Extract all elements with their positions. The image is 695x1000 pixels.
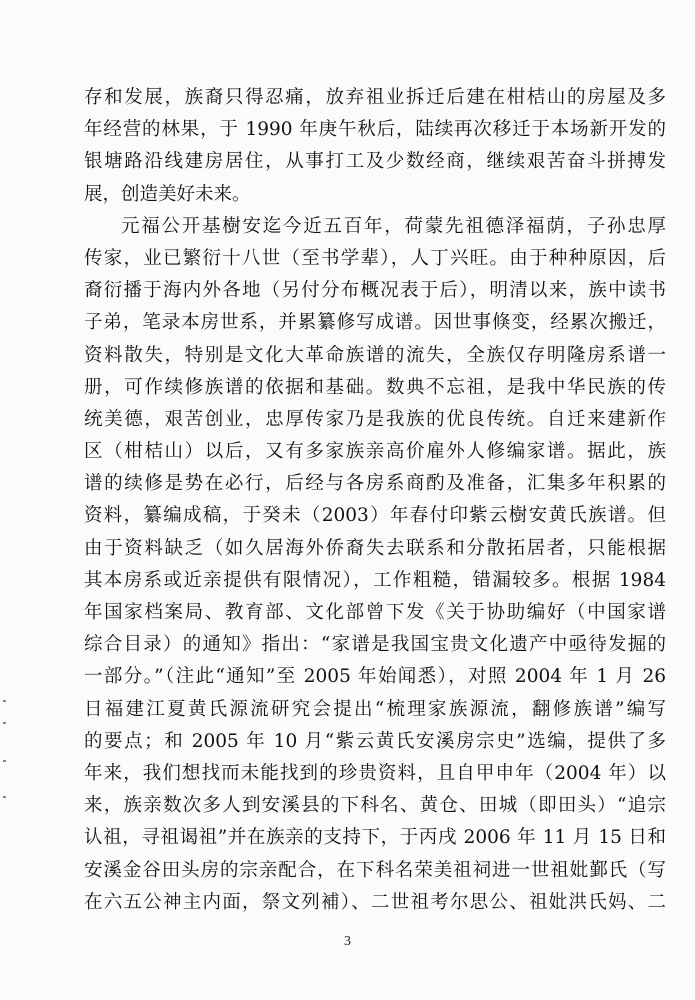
text-line: 综合目录）的通知》指出：“家谱是我国宝贵文化遗产中亟待发掘的 [84, 634, 666, 656]
text-line: 在六五公神主内面，祭文列補）、二世祖考尔思公、祖妣洪氏妈、二 [84, 891, 666, 913]
text-line: 裔衍播于海内外各地（另付分布概况表于后），明清以来，族中读书 [84, 280, 666, 302]
text-line: 由于资料缺乏（如久居海外侨裔失去联系和分散拓居者，只能根据 [84, 537, 666, 559]
text-line: 安溪金谷田头房的宗亲配合，在下科名荣美祖祠进一世祖妣鄞氏（写 [84, 859, 666, 881]
text-line: 谱的续修是势在必行，后经与各房系商酌及准备，汇集多年积累的 [84, 473, 666, 495]
text-line: 日福建江夏黄氏源流研究会提出“梳理家族源流，翻修族谱”编写 [84, 698, 666, 720]
text-line: 区（柑桔山）以后，又有多家族亲高价雇外人修编家谱。据此，族 [84, 441, 666, 463]
text-line: 资料，纂编成稿，于癸未（2003）年春付印紫云樹安黄氏族谱。但 [84, 505, 666, 527]
text-line: 年来，我们想找而未能找到的珍贵资料，且自甲申年（2004 年）以 [84, 762, 666, 784]
text-line: 年国家档案局、教育部、文化部曾下发《关于协助编好（中国家谱 [84, 602, 666, 623]
text-line: 一部分。”（注此“通知”至 2005 年始闻悉），对照 2004 年 1 月 26 [84, 666, 666, 688]
text-line: 资料散失，特别是文化大革命族谱的流失，全族仅存明隆房系谱一 [84, 344, 666, 366]
text-line: 展，创造美好未来。 [84, 183, 251, 205]
text-line: 统美德，艰苦创业，忠厚传家乃是我族的优良传统。自迁来建新作 [84, 408, 666, 430]
text-line: 子弟，笔录本房世系，并累纂修写成谱。因世事倏变，经累次搬迁， [84, 312, 666, 334]
text-line: 册，可作续修族谱的依据和基础。数典不忘祖，是我中华民族的传 [84, 376, 666, 398]
text-line: 传家，业已繁衍十八世（至书学辈），人丁兴旺。由于种种原因，后 [84, 247, 666, 269]
scan-margin-marks [2, 700, 8, 820]
text-line: 存和发展，族裔只得忍痛，放弃祖业拆迁后建在柑桔山的房屋及多 [84, 87, 666, 108]
text-line: 其本房系或近亲提供有限情况），工作粗糙，错漏较多。根据 1984 [84, 569, 666, 591]
page-number: 3 [344, 934, 351, 949]
body-text [84, 82, 666, 919]
text-line: 元福公开基樹安迄今近五百年，荷蒙先祖德泽福荫，子孙忠厚 [121, 215, 666, 237]
text-line: 认祖，寻祖谒祖”并在族亲的支持下，于丙戌 2006 年 11 月 15 日和 [84, 827, 666, 849]
text-line: 的要点；和 2005 年 10 月“紫云黄氏安溪房宗史”选编，提供了多 [84, 730, 666, 752]
text-line: 银塘路沿线建房居住，从事打工及少数经商，继续艰苦奋斗拼搏发 [84, 151, 666, 173]
text-line: 年经营的林果，于 1990 年庚午秋后，陆续再次移迁于本场新开发的 [84, 119, 666, 141]
text-line: 来，族亲数次多人到安溪县的下科名、黄仓、田城（即田头）“追宗 [84, 795, 666, 817]
